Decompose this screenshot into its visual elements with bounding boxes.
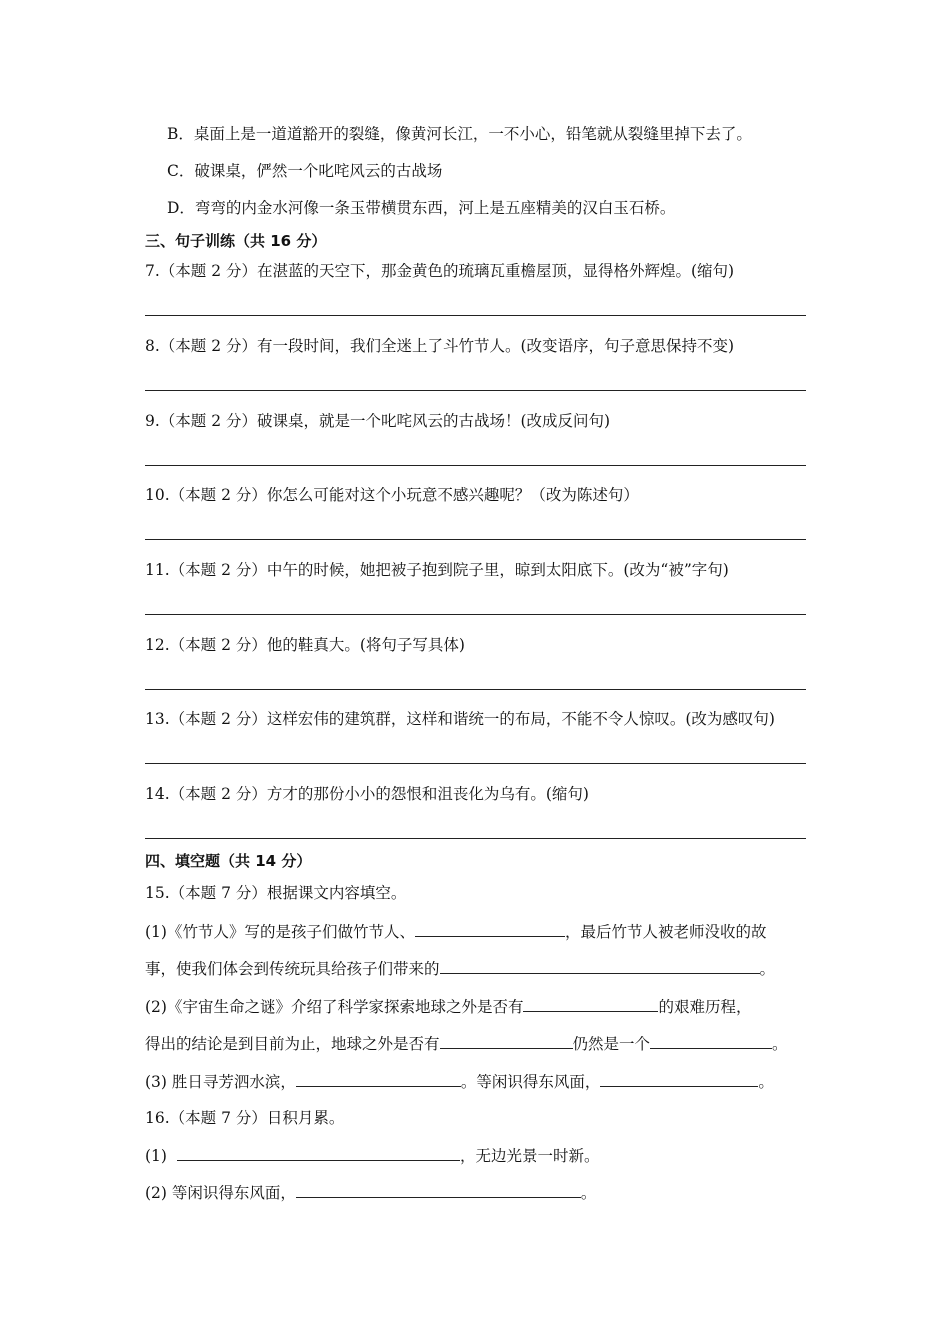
- choice-d: D．弯弯的内金水河像一条玉带横贯东西，河上是五座精美的汉白玉石桥。: [167, 199, 676, 217]
- q15-p1-text-c: 事，使我们体会到传统玩具给孩子们带来的: [145, 960, 440, 978]
- question-16: 16.（本题 7 分）日积月累。: [145, 1109, 345, 1127]
- blank-q15-3[interactable]: [523, 995, 658, 1012]
- blank-q15-5[interactable]: [650, 1032, 772, 1049]
- q15-p2-text-a: (2)《宇宙生命之谜》介绍了科学家探索地球之外是否有: [145, 998, 524, 1016]
- answer-line-10[interactable]: [145, 539, 806, 540]
- blank-q15-4[interactable]: [440, 1032, 573, 1049]
- blank-q15-2[interactable]: [440, 957, 760, 974]
- q15-part1-line2: [145, 957, 775, 980]
- blank-q15-1[interactable]: [415, 920, 565, 937]
- answer-line-8[interactable]: [145, 390, 806, 391]
- question-11: 11.（本题 2 分）中午的时候，她把被子抱到院子里，晾到太阳底下。(改为“被”字句): [145, 561, 729, 579]
- question-9: 9.（本题 2 分）破课桌，就是一个叱咤风云的古战场！(改成反问句): [145, 412, 611, 430]
- q15-part3: [145, 1070, 774, 1093]
- answer-line-14[interactable]: [145, 838, 806, 839]
- q16-part2: [145, 1181, 596, 1204]
- answer-line-13[interactable]: [145, 763, 806, 764]
- q16-p2-text-b: 。: [580, 1184, 597, 1202]
- q15-p2-text-c: 得出的结论是到目前为止，地球之外是否有: [145, 1035, 440, 1053]
- choice-b: B．桌面上是一道道豁开的裂缝，像黄河长江，一不小心，铅笔就从裂缝里掉下去了。: [167, 125, 752, 143]
- q15-p2-text-b: 的艰难历程，: [658, 998, 752, 1016]
- q15-part1-line1: [145, 920, 766, 943]
- question-8: 8.（本题 2 分）有一段时间，我们全迷上了斗竹节人。(改变语序，句子意思保持不变): [145, 337, 735, 355]
- section3-title: 三、句子训练（共 16 分）: [145, 232, 327, 250]
- q15-p1-text-a: (1)《竹节人》写的是孩子们做竹节人、: [145, 923, 415, 941]
- answer-line-11[interactable]: [145, 614, 806, 615]
- question-15: 15.（本题 7 分）根据课文内容填空。: [145, 884, 407, 902]
- blank-q15-7[interactable]: [600, 1070, 758, 1087]
- q15-p2-text-d: 仍然是一个: [572, 1035, 651, 1053]
- q15-p3-text-b: 。等闲识得东风面，: [460, 1073, 601, 1091]
- question-13: 13.（本题 2 分）这样宏伟的建筑群，这样和谐统一的布局，不能不令人惊叹。(改为感叹句): [145, 710, 775, 728]
- q16-p1-text-a: (1): [145, 1147, 167, 1165]
- q16-p1-text-b: ，无边光景一时新。: [459, 1147, 600, 1165]
- answer-line-7[interactable]: [145, 315, 806, 316]
- q15-p1-text-d: 。: [759, 960, 776, 978]
- blank-q16-1[interactable]: [177, 1144, 460, 1161]
- question-10: 10.（本题 2 分）你怎么可能对这个小玩意不感兴趣呢？（改为陈述句）: [145, 486, 639, 504]
- q16-p2-text-a: (2) 等闲识得东风面，: [145, 1184, 296, 1202]
- q15-p3-text-c: 。: [758, 1073, 774, 1091]
- q16-part1: [145, 1144, 599, 1167]
- blank-q16-2[interactable]: [296, 1181, 581, 1198]
- question-12: 12.（本题 2 分）他的鞋真大。(将句子写具体): [145, 636, 465, 654]
- q15-part2-line2: [145, 1032, 788, 1055]
- choice-c: C．破课桌，俨然一个叱咤风云的古战场: [167, 162, 443, 180]
- section4-title: 四、填空题（共 14 分）: [145, 852, 312, 870]
- answer-line-9[interactable]: [145, 465, 806, 466]
- q15-p1-text-b: ，最后竹节人被老师没收的故: [564, 923, 767, 941]
- answer-line-12[interactable]: [145, 689, 806, 690]
- question-14: 14.（本题 2 分）方才的那份小小的怨恨和沮丧化为乌有。(缩句): [145, 785, 589, 803]
- blank-q15-6[interactable]: [296, 1070, 461, 1087]
- question-7: 7.（本题 2 分）在湛蓝的天空下，那金黄色的琉璃瓦重檐屋顶，显得格外辉煌。(缩句): [145, 262, 735, 280]
- q15-part2-line1: [145, 995, 751, 1018]
- q15-p3-text-a: (3) 胜日寻芳泗水滨，: [145, 1073, 296, 1091]
- q15-p2-text-e: 。: [772, 1035, 788, 1053]
